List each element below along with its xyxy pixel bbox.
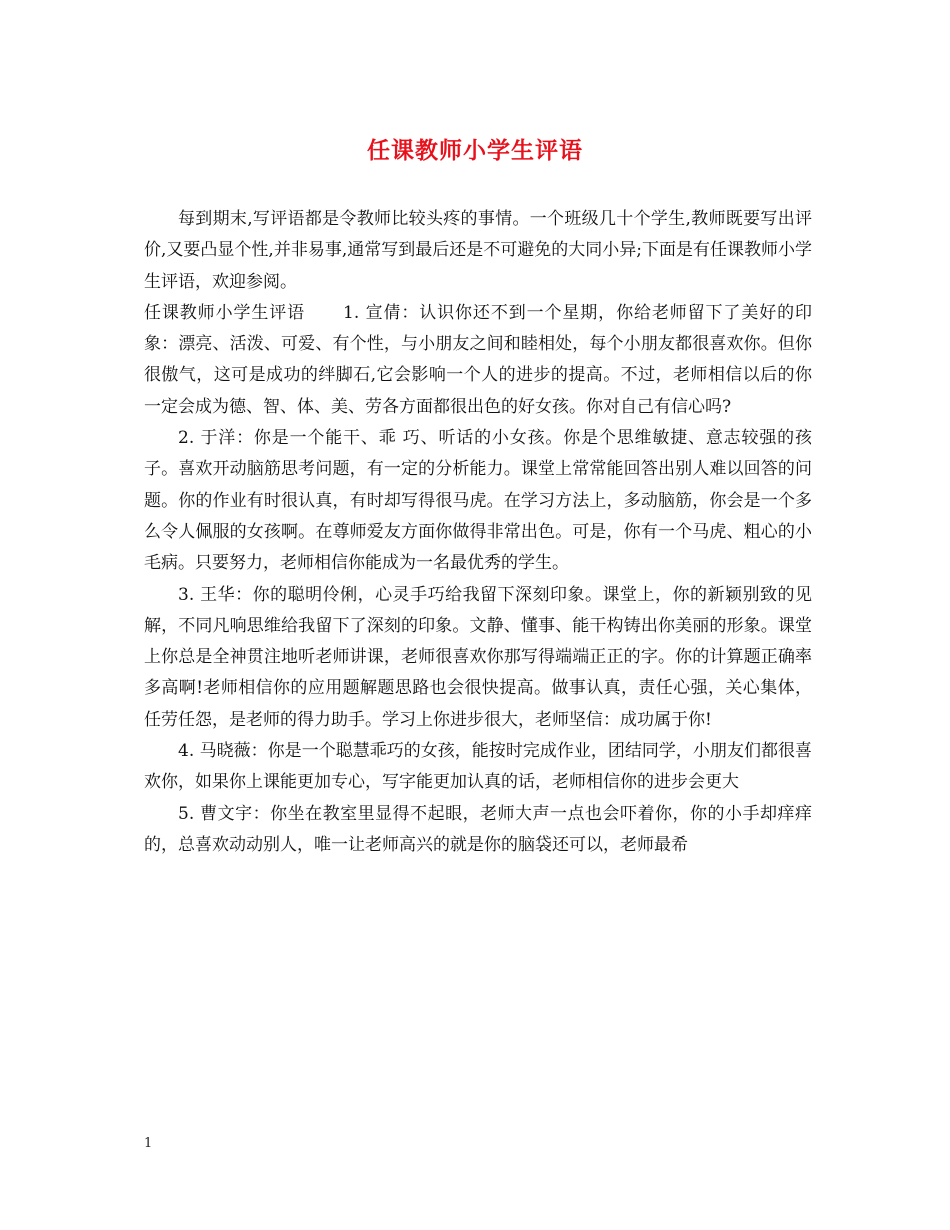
section-heading: 任课教师小学生评语: [144, 302, 306, 323]
comment-item-1: 1. 宣倩：认识你还不到一个星期，你给老师留下了美好的印象：漂亮、活泼、可爱、有个性，与小朋友之间和睦相处，每个小朋友都很喜欢你。但你很傲气，这可是成功的绊脚石,它会影响一个人的进步的提高。不过，老师相信以后的你一定会成为德、智、体、美、劳各方面都很出色的好女孩。你对自己有信心吗?: [144, 302, 813, 417]
comment-item-3: 3. 王华：你的聪明伶俐，心灵手巧给我留下深刻印象。课堂上，你的新颖别致的见解，不同凡响思维给我留下了深刻的印象。文静、懂事、能干构铸出你美丽的形象。课堂上你总是全神贯注地听老师讲课，老师很喜欢你那写得端端正正的字。你的计算题正确率多高啊!老师相信你的应用题解题思路也会很快提高。做事认真，责任心强，关心集体，任劳任怨，是老师的得力助手。学习上你进步很大，老师坚信：成功属于你!: [144, 584, 812, 730]
comment-item-4: 4. 马晓薇：你是一个聪慧乖巧的女孩，能按时完成作业，团结同学，小朋友们都很喜欢你，如果你上课能更加专心，写字能更加认真的话，老师相信你的进步会更大: [144, 741, 812, 793]
document-title: 任课教师小学生评语: [367, 138, 583, 164]
comment-item-2: 2. 于洋：你是一个能干、乖 巧、听话的小女孩。你是个思维敏捷、意志较强的孩子。喜欢开动脑筋思考问题，有一定的分析能力。课堂上常常能回答出别人难以回答的问题。你的作业有时很认真，有时却写得很马虎。在学习方法上，多动脑筋，你会是一个多么令人佩服的女孩啊。在尊师爱友方面你做得非常出色。可是，你有一个马虎、粗心的小毛病。只要努力，老师相信你能成为一名最优秀的学生。: [144, 428, 812, 574]
document-body: [144, 204, 812, 861]
intro-paragraph: 每到期末,写评语都是令教师比较头疼的事情。一个班级几十个学生,教师既要写出评价,又要凸显个性,并非易事,通常写到最后还是不可避免的大同小异;下面是有任课教师小学生评语，欢迎参阅。: [144, 209, 812, 292]
page-number: 1: [144, 1136, 153, 1151]
section-paragraph: [144, 298, 812, 423]
comment-item-5: 5. 曹文宇：你坐在教室里显得不起眼，老师大声一点也会吓着你，你的小手却痒痒的，总喜欢动动别人，唯一让老师高兴的就是你的脑袋还可以，老师最希: [144, 803, 812, 855]
